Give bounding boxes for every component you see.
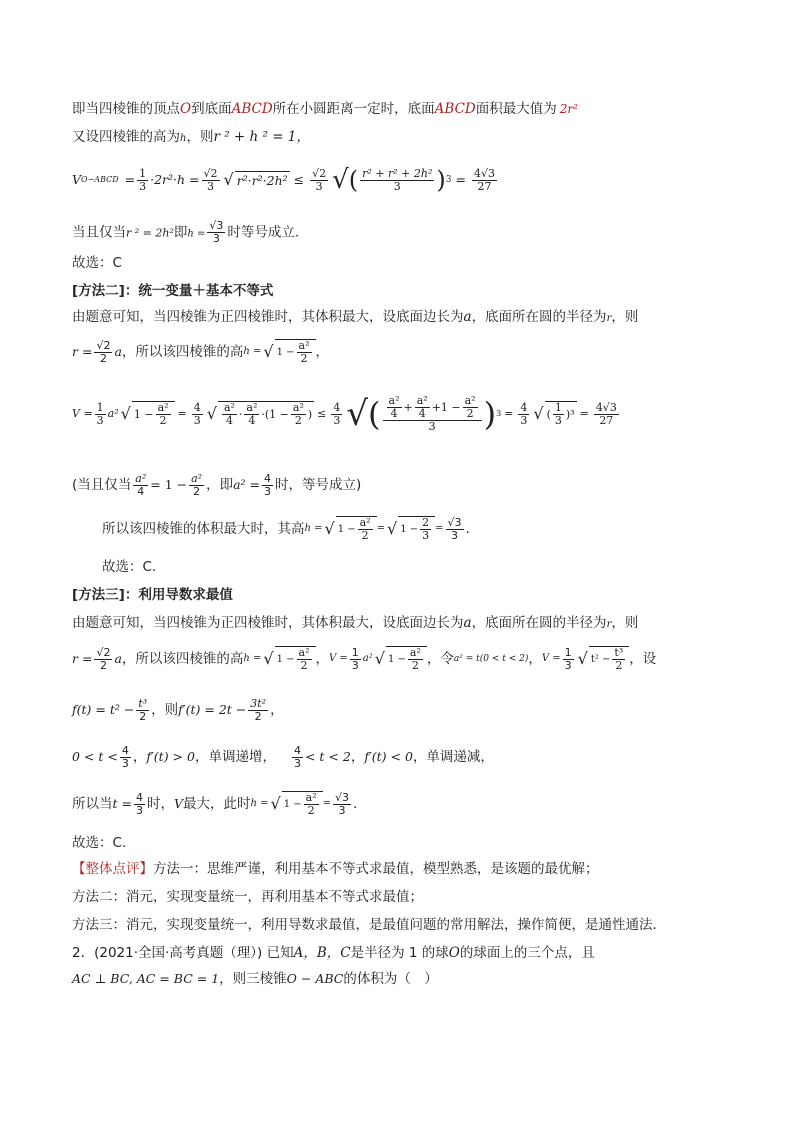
var-O: O	[180, 101, 192, 117]
var-r: r	[606, 619, 612, 630]
text: ，则	[151, 702, 179, 718]
equation: r ² + h ² = 1，	[213, 129, 310, 145]
text: ，则三棱锥	[219, 971, 287, 987]
text: ，单调递增，	[194, 749, 276, 765]
var-r: r	[606, 313, 612, 324]
review-tag: 【整体点评】	[72, 861, 153, 877]
var-V: V	[72, 172, 82, 187]
text: ，则	[611, 309, 639, 325]
var-a: a	[463, 309, 472, 325]
text: 时，等号成立)	[275, 477, 362, 493]
text: 所以当	[72, 796, 113, 812]
text: ，所以该四棱锥的高	[121, 651, 244, 667]
text: (当且仅当	[72, 477, 132, 493]
text: 2．(2021·全国·高考真题（理）) 已知	[72, 945, 294, 961]
text: 由题意可知，当四棱锥为正四棱锥时，其体积最大，设底面边长为	[72, 615, 464, 631]
text: 时等号成立.	[227, 224, 300, 241]
text: 面积最大值为	[475, 101, 557, 117]
m3-line-2: r = $\frac{√2}{2}$ a ，所以该四棱锥的高 h = √ 1 − a² 2 ， V = $\frac{1}{3}$ a² √ 1 − a² 2 ，令 a² = t(0 < t < 2) ， V = $\frac{1}{3}$ √ t² − t³ 2 ，设	[72, 645, 657, 672]
text: 所在小圆距离一定时，底面	[272, 101, 435, 117]
text: 时，	[146, 796, 174, 812]
answer-2: 故选：C.	[102, 559, 157, 575]
m2-line-1	[72, 308, 638, 328]
text: 的体积为（ ）	[343, 971, 438, 987]
condition: AC ⊥ BC, AC = BC = 1	[72, 971, 220, 986]
text: 由题意可知，当四棱锥为正四棱锥时，其体积最大，设底面边长为	[72, 309, 464, 325]
text: 又设四棱锥的高为	[72, 129, 180, 145]
answer-3: 故选：C.	[72, 835, 127, 851]
text: 当且仅当	[72, 224, 126, 241]
var-a: a	[463, 615, 472, 631]
var-h: h	[180, 133, 187, 144]
text: ，设	[629, 651, 657, 667]
text: 是半径为 1 的球	[350, 945, 449, 961]
text: 即当四棱锥的顶点	[72, 101, 180, 117]
m2-line-4: (当且仅当 $\frac{\text{a²}}{4}$ = 1 − $\frac{\text{a²}}{2}$ ，即 a² = $\frac{4}{3}$ 时，等号成立)	[72, 471, 362, 498]
text: 到底面	[191, 101, 232, 117]
var-abcd: ABCD	[231, 101, 273, 117]
m2-line-5: 所以该四棱锥的体积最大时，其高 h = √ 1 − a² 2 = √ 1 − 2 3 = $\frac{√3}{3}$ .	[102, 515, 470, 542]
m2-formula: V = $\frac{1}{3}$ a² √ 1 − a² 2 = $\frac{4}{3}$ √ a² 4 · a² 4 ·(1 − a² 2 ) ≤ $\frac{4}{3}$ √ ( a² 4 + a² 4 +1 − a² 2 3 ) 3 = $\frac{4}{3}$ √ ( 1 3 )³ = $\frac{4√3}{27}$	[72, 394, 617, 434]
m3-line-4: 0 < t < 4 3 ， f′(t) > 0 ，单调递增， 4 3 < t < 2 ， f′(t) < 0 ，单调递减，	[72, 743, 494, 770]
review-line-3: 方法三：消元，实现变量统一，利用导数求最值，是最值问题的常用解法，操作简便，是通性通法．	[72, 917, 666, 933]
text: ，底面所在圆的半径为	[471, 615, 607, 631]
question-2-line-1	[72, 944, 595, 962]
text-line-1	[72, 100, 578, 118]
answer-1: 故选：C	[72, 255, 122, 271]
text: ，即	[206, 477, 234, 493]
text: ，底面所在圆的半径为	[471, 309, 607, 325]
text: 最大，此时	[183, 796, 251, 812]
var-V: V	[173, 796, 184, 811]
review-line-1	[72, 860, 599, 878]
var-abcd: ABCD	[434, 101, 476, 117]
text-line-2	[72, 128, 310, 148]
var-O: O	[448, 945, 460, 961]
m3-line-3: f(t) = t² − $\frac{\text{t³}}{2}$ ，则 f′(t) = 2t − $\frac{\text{3t²}}{2}$ ，	[72, 696, 284, 723]
text: ，则	[611, 615, 639, 631]
text: 的球面上的三个点，且	[459, 945, 595, 961]
method-3-title: [方法三]：利用导数求最值	[72, 587, 233, 603]
text-line-4: 当且仅当r ² = 2h²即h = $\frac{√3}{3}$ 时等号成立.	[72, 219, 300, 245]
points: A，B，C	[293, 945, 351, 961]
text: 所以该四棱锥的体积最大时，其高	[102, 521, 305, 537]
question-2-line-2	[72, 970, 438, 988]
text: ，令	[426, 651, 454, 667]
method-2-title: [方法二]：统一变量＋基本不等式	[72, 283, 274, 299]
pyramid: O − ABC	[286, 971, 344, 986]
m3-line-1	[72, 614, 638, 634]
m2-line-2: r = $\frac{√2}{2}$ a ，所以该四棱锥的高 h = √ 1 − a² 2 ，	[72, 338, 329, 365]
value-2r2: 2r²	[559, 102, 578, 116]
text: 方法一：思维严谨，利用基本不等式求最值，模型熟悉，是该题的最优解；	[153, 861, 599, 877]
m3-line-5: 所以当 t = $\frac{4}{3}$ 时， V 最大，此时 h = √ 1 − a² 2 = $\frac{√3}{3}$ .	[72, 790, 358, 817]
text: ，则	[186, 129, 214, 145]
text: ，所以该四棱锥的高	[121, 344, 244, 360]
text: ，单调递减，	[412, 749, 494, 765]
formula-volume: V O−ABCD = $\frac{1}{3}$ ·2r²·h = $\frac{√2}{3}$ √ r²·r²·2h² ≤ $\frac{√2}{3}$ √ ( r² + r² + 2h² 3 ) 3 = $\frac{4√3}{27}$	[72, 165, 495, 195]
review-line-2: 方法二：消元，实现变量统一，再利用基本不等式求最值；	[72, 889, 423, 905]
subscript: O−ABCD	[81, 175, 119, 184]
